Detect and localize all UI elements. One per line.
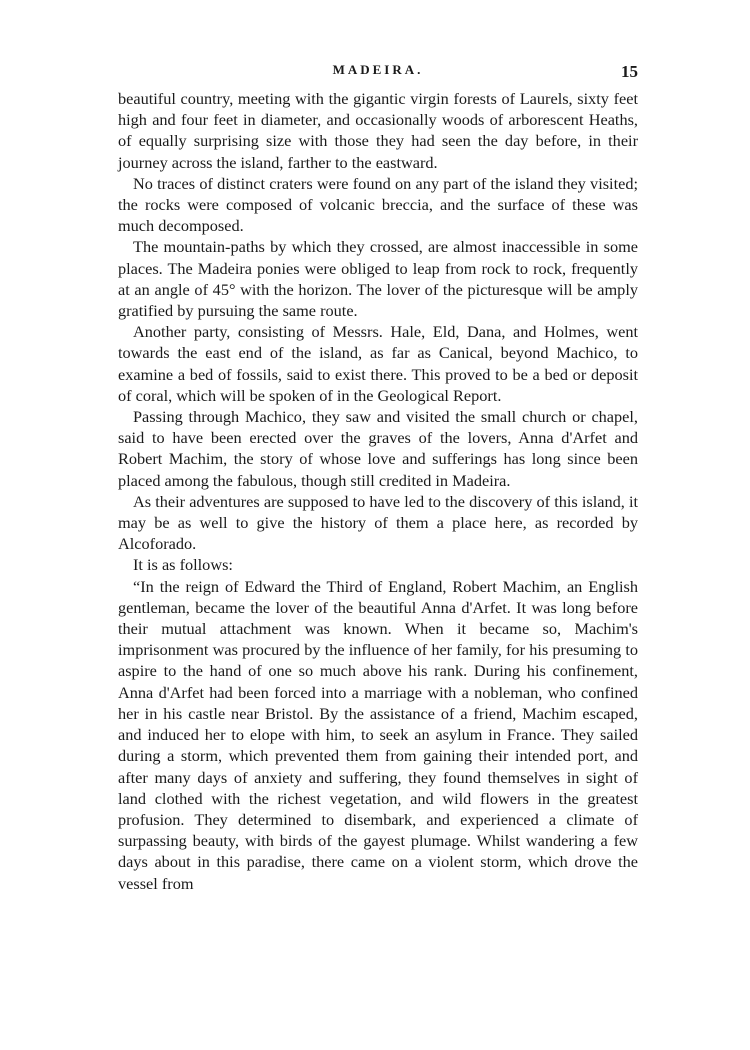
running-title: MADEIRA. xyxy=(332,62,424,77)
paragraph-7: It is as follows: xyxy=(133,555,233,575)
paragraph-8: “In the reign of Edward the Third of England, Robert Machim, an English gentleman, became the lover of the beautiful Anna d'Arfet. It was long before their mutual attachment was known. When it became so, Machim's imprisonment was procured by the influence of her family, for his presuming to aspire to the hand of one so much above his rank. During his confinement, Anna d'Arfet had been forced into a marriage with a nobleman, who confined her in his castle near Bristol. By the assistance of a friend, Machim escaped, and induced her to elope with him, to seek an asylum in France. They sailed during a storm, which prevented them from gaining their intended port, and after many days of anxiety and suffering, they found themselves in sight of land clothed with the richest vegetation, and wild flowers in the greatest profusion. They determined to disembark, and experienced a climate of surpassing beauty, with birds of the gayest plumage. Whilst wandering a few days about in this paradise, there came on a violent storm, which drove the vessel from xyxy=(118,576,638,893)
book-page xyxy=(118,58,638,894)
paragraph-6: As their adventures are supposed to have led to the discovery of this island, it may be as well to give the history of them a place here, as recorded by Alcoforado. xyxy=(118,491,638,554)
paragraph-1: beautiful country, meeting with the gigantic virgin forests of Laurels, sixty feet high and four feet in diameter, and occasionally woods of arborescent Heaths, of equally surprising size with those they had seen the day before, in their journey across the island, farther to the eastward. xyxy=(118,89,638,172)
body-text xyxy=(118,88,638,894)
page-number: 15 xyxy=(621,62,638,81)
paragraph-4: Another party, consisting of Messrs. Hale, Eld, Dana, and Holmes, went towards the east end of the island, as far as Canical, beyond Machico, to examine a bed of fossils, said to exist there. This proved to be a bed or deposit of coral, which will be spoken of in the Geological Report. xyxy=(118,322,638,405)
paragraph-2: No traces of distinct craters were found on any part of the island they visited; the rocks were composed of volcanic breccia, and the surface of these was much decomposed. xyxy=(118,173,638,236)
running-head xyxy=(118,58,638,88)
paragraph-3: The mountain-paths by which they crossed, are almost inaccessible in some places. The Madeira ponies were obliged to leap from rock to rock, frequently at an angle of 45° with the horizon. The lover of the picturesque will be amply gratified by pursuing the same route. xyxy=(118,237,638,321)
paragraph-5: Passing through Machico, they saw and visited the small church or chapel, said to have been erected over the graves of the lovers, Anna d'Arfet and Robert Machim, the story of whose love and sufferings has long since been placed among the fabulous, though still credited in Madeira. xyxy=(118,407,638,490)
